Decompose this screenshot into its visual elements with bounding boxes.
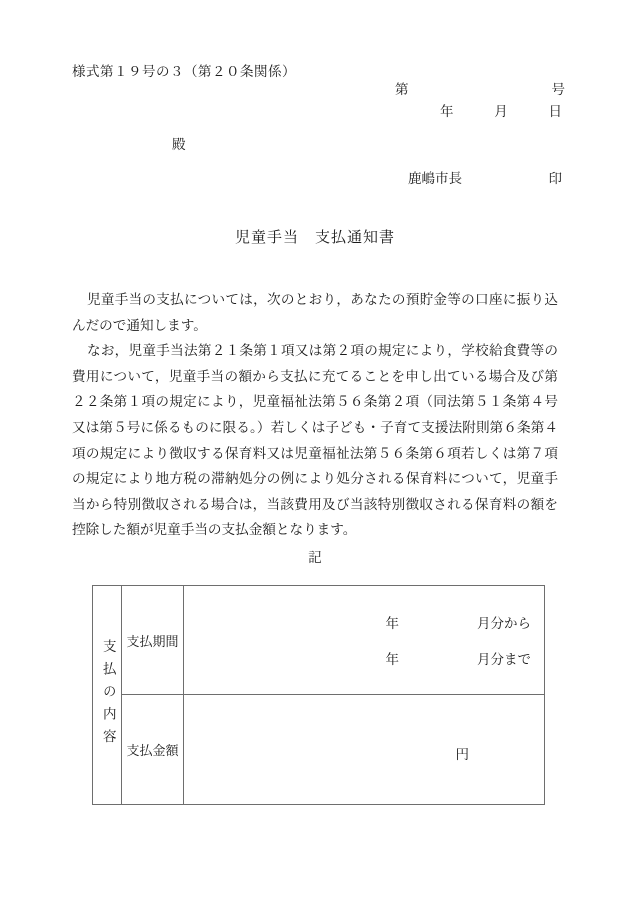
payment-amount-value[interactable] bbox=[184, 695, 544, 804]
payment-details-table bbox=[92, 585, 545, 805]
document-number-suffix: 号 bbox=[551, 82, 565, 98]
body-paragraph-1: 児童手当の支払については，次のとおり，あなたの預貯金等の口座に振り込んだので通知します。 bbox=[72, 292, 558, 334]
period-to-year-label: 年 bbox=[385, 652, 399, 668]
date-day-label: 日 bbox=[548, 104, 562, 120]
issuer-seal-mark: 印 bbox=[548, 171, 562, 187]
period-to-month-label: 月分まで bbox=[477, 652, 531, 668]
table-vertical-header-label: 支払の内容 bbox=[99, 638, 116, 752]
table-rows bbox=[122, 586, 544, 804]
table-vertical-header bbox=[93, 586, 122, 804]
document-number-prefix: 第 bbox=[395, 82, 409, 98]
date-year-label: 年 bbox=[440, 104, 454, 120]
issuer-row bbox=[408, 167, 562, 187]
page-title: 児童手当 支払通知書 bbox=[234, 228, 395, 246]
period-from-month-label: 月分から bbox=[477, 616, 531, 632]
form-number: 様式第１９号の３（第２０条関係） bbox=[72, 64, 296, 80]
payment-period-lines bbox=[184, 612, 544, 684]
payment-period-label: 支払期間 bbox=[122, 586, 184, 694]
period-from-year-label: 年 bbox=[385, 616, 399, 632]
issue-date-row bbox=[440, 100, 562, 120]
table-row bbox=[122, 695, 544, 804]
payment-period-from bbox=[184, 612, 544, 648]
document-number-row bbox=[395, 78, 565, 98]
date-month-label: 月 bbox=[494, 104, 508, 120]
kinship-mark: 記 bbox=[308, 550, 322, 566]
table-row bbox=[122, 586, 544, 695]
payment-amount-unit: 円 bbox=[455, 747, 469, 763]
body-text bbox=[72, 288, 558, 544]
body-paragraph-2: なお，児童手当法第２１条第１項又は第２項の規定により，学校給食費等の費用について，児童手当の額から支払に充てることを申し出ている場合及び第２２条第１項の規定により，児童福祉法第５６条第２項（同法第５１条第４号又は第５号に係るものに限る。）若しくは子ども・子育て支援法附則第６条第４項の規定により徴収する保育料又は児童福祉法第５６条第６項若しくは第７項の規定により地方税の滞納処分の例により処分される保育料について，児童手当から特別徴収される場合は，当該費用及び当該特別徴収される保育料の額を控除した額が児童手当の支払金額となります。 bbox=[72, 343, 558, 539]
payment-period-value[interactable] bbox=[184, 586, 544, 694]
issuer-name: 鹿嶋市長 bbox=[408, 171, 462, 187]
payment-period-to bbox=[184, 648, 544, 684]
recipient-honorific: 殿 bbox=[172, 137, 186, 153]
payment-amount-label: 支払金額 bbox=[122, 695, 184, 804]
